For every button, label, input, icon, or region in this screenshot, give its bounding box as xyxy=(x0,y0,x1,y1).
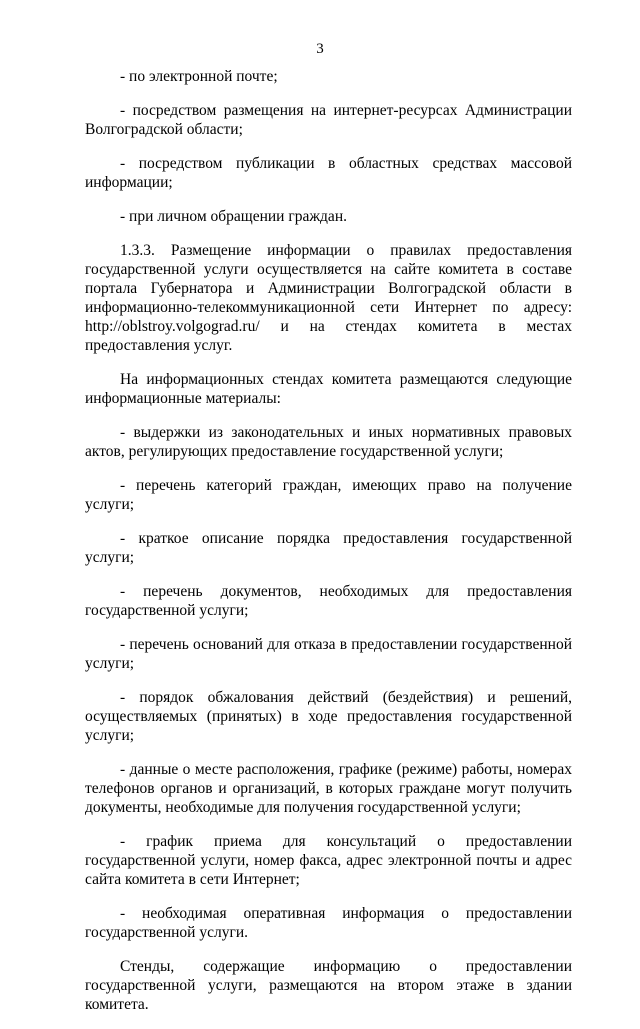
paragraph: 1.3.3. Размещение информации о правилах предоставления государственной услуги осуществляется на сайте комитета в составе портала Губернатора и Администрации Волгоградской области в информационно-телекоммуникационной сети Интернет по адресу: http://oblstroy.volgograd.ru/ и на стендах комитета в местах предоставления услуг. xyxy=(85,242,572,354)
paragraph: Стенды, содержащие информацию о предоставлении государственной услуги, размещаются на втором этаже в здании комитета. xyxy=(85,958,572,1013)
paragraph: На информационных стендах комитета размещаются следующие информационные материалы: xyxy=(85,371,572,407)
paragraph: - по электронной почте; xyxy=(120,68,278,85)
paragraph: - необходимая оперативная информация о предоставлении государственной услуги. xyxy=(85,905,572,941)
paragraph: - при личном обращении граждан. xyxy=(120,208,347,225)
paragraph: - краткое описание порядка предоставления государственной услуги; xyxy=(85,530,572,566)
paragraph: - перечень оснований для отказа в предоставлении государственной услуги; xyxy=(85,636,572,672)
paragraph: - график приема для консультаций о предоставлении государственной услуги, номер факса, адрес электронной почты и адрес сайта комитета в сети Интернет; xyxy=(85,833,572,888)
paragraph: - порядок обжалования действий (бездействия) и решений, осуществляемых (принятых) в ходе предоставления государственной услуги; xyxy=(85,689,572,744)
paragraph: - перечень категорий граждан, имеющих право на получение услуги; xyxy=(85,477,572,513)
paragraph: - посредством размещения на интернет-ресурсах Администрации Волгоградской области; xyxy=(85,102,572,138)
document-body xyxy=(85,67,572,1029)
paragraph: - данные о месте расположения, графике (режиме) работы, номерах телефонов органов и организаций, в которых граждане могут получить документы, необходимые для получения государственной услуги; xyxy=(85,761,572,816)
paragraph: - выдержки из законодательных и иных нормативных правовых актов, регулирующих предоставление государственной услуги; xyxy=(85,424,572,460)
paragraph: - перечень документов, необходимых для предоставления государственной услуги; xyxy=(85,583,572,619)
paragraph: - посредством публикации в областных средствах массовой информации; xyxy=(85,155,572,191)
page-number: 3 xyxy=(316,41,324,57)
